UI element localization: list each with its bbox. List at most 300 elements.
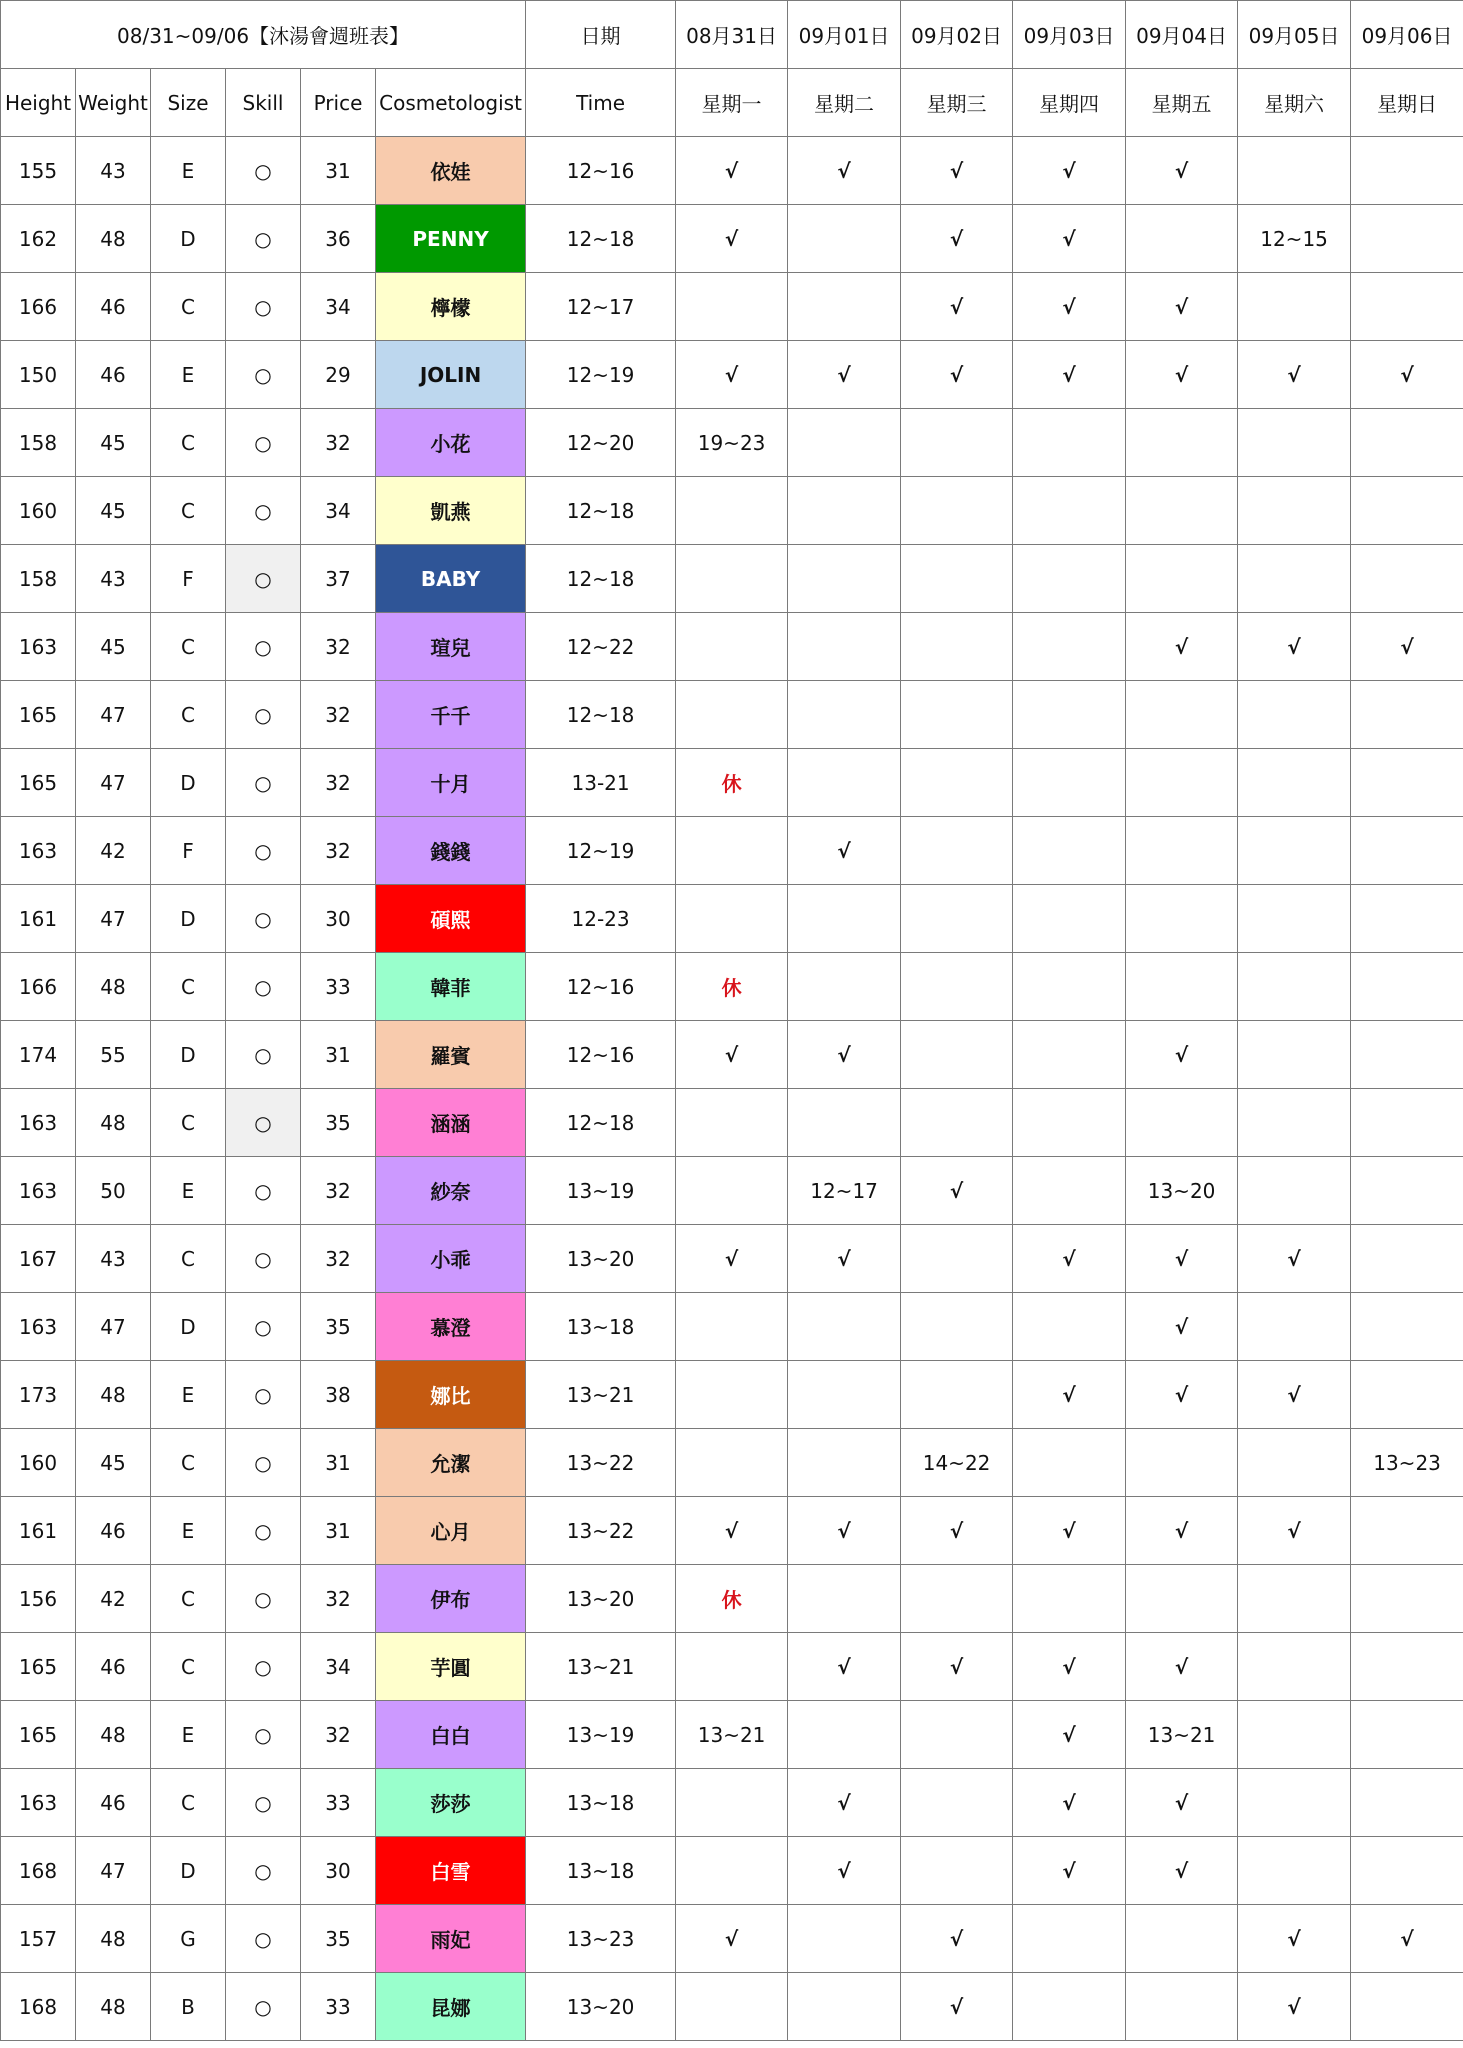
cosmetologist-name: 小花 <box>376 409 526 477</box>
shift-check-mark: √ <box>1126 1837 1238 1905</box>
shift-empty <box>1351 477 1463 545</box>
size-cell: C <box>151 1633 226 1701</box>
shift-check-mark: √ <box>676 137 788 205</box>
time-cell: 13~22 <box>526 1429 676 1497</box>
price-cell: 34 <box>301 1633 376 1701</box>
shift-check-mark: √ <box>788 1021 901 1089</box>
price-cell: 31 <box>301 1021 376 1089</box>
price-cell: 38 <box>301 1361 376 1429</box>
shift-empty <box>1238 545 1351 613</box>
shift-empty <box>1013 1565 1126 1633</box>
shift-empty <box>1013 477 1126 545</box>
shift-check-mark: √ <box>1126 1225 1238 1293</box>
cosmetologist-name: 雨妃 <box>376 1905 526 1973</box>
shift-empty <box>1013 681 1126 749</box>
time-cell: 12~19 <box>526 817 676 885</box>
shift-hours: 13~23 <box>1351 1429 1463 1497</box>
size-cell: C <box>151 409 226 477</box>
shift-empty <box>676 1973 788 2041</box>
weight-cell: 45 <box>76 409 151 477</box>
date-header: 09月05日 <box>1238 1 1351 69</box>
shift-empty <box>1126 205 1238 273</box>
time-cell: 13~20 <box>526 1973 676 2041</box>
time-cell: 12~18 <box>526 477 676 545</box>
price-cell: 32 <box>301 1157 376 1225</box>
shift-empty <box>788 1565 901 1633</box>
price-cell: 32 <box>301 681 376 749</box>
height-cell: 161 <box>1 1497 76 1565</box>
height-cell: 156 <box>1 1565 76 1633</box>
shift-empty <box>788 1361 901 1429</box>
shift-empty <box>676 545 788 613</box>
shift-empty <box>1351 273 1463 341</box>
date-header-row <box>1 1 1463 69</box>
weight-cell: 48 <box>76 1905 151 1973</box>
cosmetologist-name: 羅賓 <box>376 1021 526 1089</box>
price-cell: 34 <box>301 273 376 341</box>
size-cell: D <box>151 749 226 817</box>
skill-cell: ○ <box>226 1701 301 1769</box>
schedule-body <box>1 137 1463 2041</box>
shift-empty <box>1013 885 1126 953</box>
size-cell: B <box>151 1973 226 2041</box>
price-cell: 29 <box>301 341 376 409</box>
date-label: 日期 <box>526 1 676 69</box>
weekday-header: 星期三 <box>901 69 1013 137</box>
table-row <box>1 409 1463 477</box>
shift-empty <box>1126 1565 1238 1633</box>
price-cell: 31 <box>301 137 376 205</box>
weight-cell: 48 <box>76 205 151 273</box>
price-cell: 33 <box>301 1769 376 1837</box>
table-row <box>1 749 1463 817</box>
height-cell: 157 <box>1 1905 76 1973</box>
shift-check-mark: √ <box>1126 341 1238 409</box>
table-row <box>1 1701 1463 1769</box>
shift-check-mark: √ <box>1013 1361 1126 1429</box>
shift-empty <box>901 477 1013 545</box>
shift-check-mark: √ <box>1126 1021 1238 1089</box>
table-row <box>1 1225 1463 1293</box>
height-cell: 155 <box>1 137 76 205</box>
time-cell: 12~20 <box>526 409 676 477</box>
time-cell: 12~19 <box>526 341 676 409</box>
shift-empty <box>1351 1633 1463 1701</box>
shift-empty <box>901 1769 1013 1837</box>
shift-check-mark: √ <box>1013 1633 1126 1701</box>
skill-cell: ○ <box>226 1633 301 1701</box>
cosmetologist-name: 韓菲 <box>376 953 526 1021</box>
price-cell: 32 <box>301 1701 376 1769</box>
cosmetologist-name: 涵涵 <box>376 1089 526 1157</box>
height-cell: 161 <box>1 885 76 953</box>
table-row <box>1 1021 1463 1089</box>
skill-cell: ○ <box>226 137 301 205</box>
size-cell: D <box>151 1293 226 1361</box>
shift-empty <box>788 409 901 477</box>
height-cell: 166 <box>1 953 76 1021</box>
size-cell: D <box>151 1837 226 1905</box>
shift-empty <box>1126 885 1238 953</box>
height-cell: 165 <box>1 1633 76 1701</box>
shift-empty <box>901 953 1013 1021</box>
date-header: 09月06日 <box>1351 1 1463 69</box>
time-cell: 13~21 <box>526 1633 676 1701</box>
shift-empty <box>1238 1021 1351 1089</box>
skill-cell: ○ <box>226 341 301 409</box>
skill-cell: ○ <box>226 1565 301 1633</box>
cosmetologist-name: 心月 <box>376 1497 526 1565</box>
cosmetologist-name: 小乖 <box>376 1225 526 1293</box>
time-cell: 13~19 <box>526 1701 676 1769</box>
shift-empty <box>676 1157 788 1225</box>
shift-check-mark: √ <box>1126 1769 1238 1837</box>
height-cell: 158 <box>1 409 76 477</box>
table-row <box>1 1565 1463 1633</box>
date-header: 09月01日 <box>788 1 901 69</box>
weight-cell: 47 <box>76 1837 151 1905</box>
shift-empty <box>1126 1429 1238 1497</box>
shift-empty <box>1013 1293 1126 1361</box>
shift-empty <box>1351 1701 1463 1769</box>
cosmetologist-name: 依娃 <box>376 137 526 205</box>
shift-empty <box>1351 1293 1463 1361</box>
shift-empty <box>901 613 1013 681</box>
schedule-title: 08/31~09/06【沐湯會週班表】 <box>1 1 526 69</box>
shift-empty <box>788 273 901 341</box>
size-header: Size <box>151 69 226 137</box>
cosmetologist-name: 檸檬 <box>376 273 526 341</box>
shift-check-mark: √ <box>788 1497 901 1565</box>
shift-check-mark: √ <box>901 1633 1013 1701</box>
weight-cell: 45 <box>76 1429 151 1497</box>
skill-cell: ○ <box>226 1973 301 2041</box>
height-cell: 168 <box>1 1837 76 1905</box>
shift-empty <box>676 1837 788 1905</box>
table-row <box>1 1905 1463 1973</box>
height-cell: 165 <box>1 1701 76 1769</box>
skill-cell: ○ <box>226 273 301 341</box>
weekday-header: 星期二 <box>788 69 901 137</box>
weight-cell: 46 <box>76 273 151 341</box>
shift-empty <box>901 817 1013 885</box>
shift-empty <box>901 1293 1013 1361</box>
shift-empty <box>1351 1837 1463 1905</box>
shift-empty <box>1238 749 1351 817</box>
cosmetologist-name: 紗奈 <box>376 1157 526 1225</box>
price-cell: 32 <box>301 749 376 817</box>
shift-empty <box>788 477 901 545</box>
height-cell: 160 <box>1 477 76 545</box>
price-cell: 32 <box>301 1565 376 1633</box>
shift-empty <box>1126 1905 1238 1973</box>
shift-empty <box>1238 953 1351 1021</box>
shift-empty <box>676 273 788 341</box>
price-cell: 32 <box>301 613 376 681</box>
shift-empty <box>1351 1973 1463 2041</box>
size-cell: C <box>151 1429 226 1497</box>
size-cell: D <box>151 885 226 953</box>
shift-check-mark: √ <box>1238 1497 1351 1565</box>
shift-check-mark: √ <box>1126 613 1238 681</box>
shift-empty <box>676 885 788 953</box>
price-cell: 32 <box>301 409 376 477</box>
height-cell: 163 <box>1 1157 76 1225</box>
shift-hours: 12~15 <box>1238 205 1351 273</box>
time-cell: 13-21 <box>526 749 676 817</box>
shift-empty <box>788 613 901 681</box>
shift-empty <box>901 749 1013 817</box>
weight-cell: 47 <box>76 749 151 817</box>
shift-hours: 13~20 <box>1126 1157 1238 1225</box>
column-header-row <box>1 69 1463 137</box>
weekday-header: 星期六 <box>1238 69 1351 137</box>
skill-cell: ○ <box>226 749 301 817</box>
height-cell: 168 <box>1 1973 76 2041</box>
shift-empty <box>901 1361 1013 1429</box>
table-row <box>1 1497 1463 1565</box>
skill-cell: ○ <box>226 885 301 953</box>
weight-cell: 48 <box>76 1701 151 1769</box>
skill-cell: ○ <box>226 1497 301 1565</box>
shift-check-mark: √ <box>788 1225 901 1293</box>
table-row <box>1 817 1463 885</box>
cosmetologist-name: 碩熙 <box>376 885 526 953</box>
shift-check-mark: √ <box>1238 341 1351 409</box>
height-cell: 163 <box>1 817 76 885</box>
skill-cell: ○ <box>226 817 301 885</box>
shift-empty <box>1126 749 1238 817</box>
schedule-header <box>1 1 1463 137</box>
cosmetologist-name: BABY <box>376 545 526 613</box>
shift-empty <box>676 1769 788 1837</box>
shift-check-mark: √ <box>1238 613 1351 681</box>
shift-empty <box>1351 205 1463 273</box>
shift-check-mark: √ <box>676 1497 788 1565</box>
shift-check-mark: √ <box>1013 1225 1126 1293</box>
weight-cell: 42 <box>76 1565 151 1633</box>
shift-empty <box>901 1089 1013 1157</box>
weight-header: Weight <box>76 69 151 137</box>
skill-cell: ○ <box>226 409 301 477</box>
table-row <box>1 1429 1463 1497</box>
weight-cell: 42 <box>76 817 151 885</box>
day-off-mark: 休 <box>676 1565 788 1633</box>
shift-empty <box>901 681 1013 749</box>
shift-empty <box>1013 545 1126 613</box>
weight-cell: 46 <box>76 1633 151 1701</box>
shift-check-mark: √ <box>901 137 1013 205</box>
shift-check-mark: √ <box>1126 273 1238 341</box>
weight-cell: 43 <box>76 545 151 613</box>
table-row <box>1 1633 1463 1701</box>
shift-check-mark: √ <box>676 1021 788 1089</box>
shift-check-mark: √ <box>1013 1837 1126 1905</box>
time-cell: 13~20 <box>526 1225 676 1293</box>
shift-empty <box>1126 1089 1238 1157</box>
shift-empty <box>676 681 788 749</box>
size-cell: E <box>151 137 226 205</box>
price-cell: 35 <box>301 1089 376 1157</box>
shift-empty <box>1126 953 1238 1021</box>
shift-empty <box>1126 1973 1238 2041</box>
weight-cell: 47 <box>76 1293 151 1361</box>
cosmetologist-name: 莎莎 <box>376 1769 526 1837</box>
skill-cell: ○ <box>226 1769 301 1837</box>
time-cell: 13~18 <box>526 1293 676 1361</box>
shift-check-mark: √ <box>788 1837 901 1905</box>
size-cell: C <box>151 1565 226 1633</box>
shift-empty <box>788 681 901 749</box>
table-row <box>1 953 1463 1021</box>
table-row <box>1 1293 1463 1361</box>
price-cell: 35 <box>301 1293 376 1361</box>
time-cell: 12-23 <box>526 885 676 953</box>
time-cell: 12~18 <box>526 1089 676 1157</box>
price-cell: 32 <box>301 817 376 885</box>
time-cell: 12~18 <box>526 545 676 613</box>
price-cell: 35 <box>301 1905 376 1973</box>
shift-empty <box>1013 1973 1126 2041</box>
time-cell: 13~20 <box>526 1565 676 1633</box>
shift-empty <box>1238 885 1351 953</box>
time-cell: 13~18 <box>526 1837 676 1905</box>
cosmetologist-name: 伊布 <box>376 1565 526 1633</box>
cosmetologist-name: 白白 <box>376 1701 526 1769</box>
skill-cell: ○ <box>226 1225 301 1293</box>
skill-cell: ○ <box>226 1905 301 1973</box>
price-cell: 33 <box>301 953 376 1021</box>
shift-check-mark: √ <box>1238 1361 1351 1429</box>
size-cell: F <box>151 817 226 885</box>
shift-check-mark: √ <box>1351 613 1463 681</box>
shift-empty <box>676 1429 788 1497</box>
table-row <box>1 613 1463 681</box>
shift-empty <box>1238 1293 1351 1361</box>
height-cell: 163 <box>1 1769 76 1837</box>
shift-empty <box>1351 137 1463 205</box>
shift-check-mark: √ <box>1126 1361 1238 1429</box>
shift-empty <box>676 817 788 885</box>
shift-check-mark: √ <box>1126 137 1238 205</box>
shift-empty <box>788 749 901 817</box>
shift-empty <box>901 1021 1013 1089</box>
skill-cell: ○ <box>226 1429 301 1497</box>
table-row <box>1 1361 1463 1429</box>
shift-check-mark: √ <box>788 817 901 885</box>
shift-empty <box>788 205 901 273</box>
height-cell: 163 <box>1 613 76 681</box>
shift-empty <box>1126 681 1238 749</box>
shift-hours: 13~21 <box>676 1701 788 1769</box>
table-row <box>1 1089 1463 1157</box>
size-cell: C <box>151 1225 226 1293</box>
skill-cell: ○ <box>226 613 301 681</box>
weight-cell: 46 <box>76 341 151 409</box>
shift-check-mark: √ <box>1351 1905 1463 1973</box>
shift-hours: 13~21 <box>1126 1701 1238 1769</box>
time-cell: 12~18 <box>526 681 676 749</box>
shift-check-mark: √ <box>1013 341 1126 409</box>
shift-check-mark: √ <box>1013 137 1126 205</box>
price-header: Price <box>301 69 376 137</box>
size-cell: E <box>151 1157 226 1225</box>
price-cell: 32 <box>301 1225 376 1293</box>
height-header: Height <box>1 69 76 137</box>
shift-check-mark: √ <box>1126 1293 1238 1361</box>
size-cell: C <box>151 613 226 681</box>
shift-check-mark: √ <box>901 1497 1013 1565</box>
shift-empty <box>788 885 901 953</box>
shift-empty <box>1238 1769 1351 1837</box>
shift-check-mark: √ <box>1238 1225 1351 1293</box>
shift-empty <box>1351 1089 1463 1157</box>
size-cell: C <box>151 477 226 545</box>
shift-check-mark: √ <box>1351 341 1463 409</box>
shift-empty <box>1351 1565 1463 1633</box>
table-row <box>1 137 1463 205</box>
time-cell: 13~23 <box>526 1905 676 1973</box>
shift-empty <box>1013 953 1126 1021</box>
date-header: 09月03日 <box>1013 1 1126 69</box>
table-row <box>1 545 1463 613</box>
weight-cell: 43 <box>76 1225 151 1293</box>
shift-empty <box>788 1293 901 1361</box>
time-cell: 12~22 <box>526 613 676 681</box>
shift-check-mark: √ <box>676 1225 788 1293</box>
shift-check-mark: √ <box>1238 1973 1351 2041</box>
skill-cell: ○ <box>226 953 301 1021</box>
height-cell: 158 <box>1 545 76 613</box>
cosmetologist-name: PENNY <box>376 205 526 273</box>
price-cell: 36 <box>301 205 376 273</box>
cosmetologist-header: Cosmetologist <box>376 69 526 137</box>
cosmetologist-name: 千千 <box>376 681 526 749</box>
height-cell: 165 <box>1 749 76 817</box>
shift-empty <box>1013 817 1126 885</box>
shift-empty <box>1238 1565 1351 1633</box>
shift-check-mark: √ <box>1126 1497 1238 1565</box>
shift-empty <box>1238 817 1351 885</box>
shift-empty <box>1351 749 1463 817</box>
shift-empty <box>788 545 901 613</box>
shift-check-mark: √ <box>1013 1701 1126 1769</box>
shift-empty <box>788 953 901 1021</box>
shift-empty <box>901 409 1013 477</box>
weight-cell: 48 <box>76 1361 151 1429</box>
shift-empty <box>1013 613 1126 681</box>
height-cell: 166 <box>1 273 76 341</box>
shift-empty <box>1351 1157 1463 1225</box>
shift-empty <box>1351 545 1463 613</box>
weight-cell: 45 <box>76 613 151 681</box>
weight-cell: 47 <box>76 885 151 953</box>
day-off-mark: 休 <box>676 749 788 817</box>
weekday-header: 星期日 <box>1351 69 1463 137</box>
shift-empty <box>1238 1157 1351 1225</box>
skill-cell: ○ <box>226 545 301 613</box>
table-row <box>1 681 1463 749</box>
shift-empty <box>1013 1429 1126 1497</box>
height-cell: 150 <box>1 341 76 409</box>
skill-cell: ○ <box>226 1361 301 1429</box>
time-cell: 12~16 <box>526 137 676 205</box>
shift-check-mark: √ <box>788 1769 901 1837</box>
weight-cell: 55 <box>76 1021 151 1089</box>
time-cell: 13~19 <box>526 1157 676 1225</box>
weight-cell: 45 <box>76 477 151 545</box>
shift-empty <box>1126 409 1238 477</box>
